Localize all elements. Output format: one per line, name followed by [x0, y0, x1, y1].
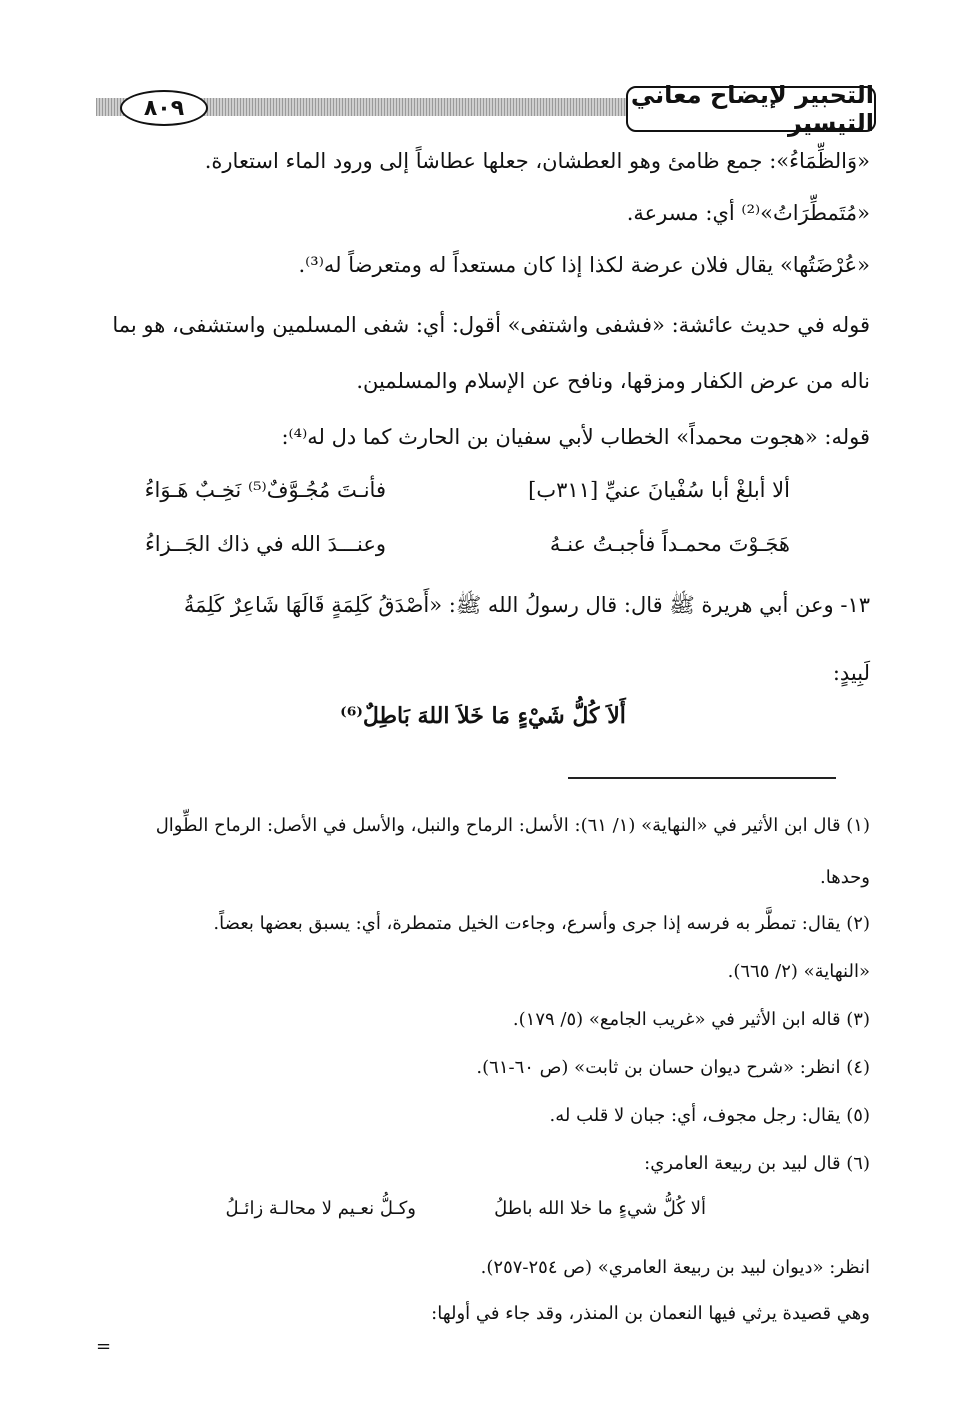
body-line-7: ١٣- وعن أبي هريرة ﷺ قال: قال رسولُ الله ﷺ: «أَصْدَقُ كَلِمَةٍ قَالَهَا شَاعِرٌ كَلِمَةُ — [183, 593, 870, 617]
body-line-1: «وَالظِّمَاءُ»: جمع ظامئ وهو العطشان، جعلها عطاشاً إلى ورود الماء استعارة. — [204, 149, 870, 173]
page-header — [96, 81, 876, 137]
footnote-6-verse-right: ألا كُلُّ شيءٍ ما خلا الله باطلُ — [494, 1198, 706, 1219]
book-title: التحبير لإيضاح معاني التيسير — [626, 86, 876, 132]
footnote-2b: «النهاية» (٢/ ٦٦٥). — [727, 961, 870, 982]
page-mark: = — [96, 1336, 112, 1357]
footnote-4: (٤) انظر: «شرح ديوان حسان بن ثابت» (ص ٦٠-٦١). — [476, 1057, 870, 1078]
verse-1-left: فأنـتَ مُجُـوَّفٌ⁽⁵⁾ نَخِـبٌ هَـوَاءُ — [144, 478, 386, 502]
quote-line: أَلاَ كُلُّ شَيْءٍ مَا خَلاَ اللهَ بَاطِلٌ⁽⁶⁾ — [340, 703, 626, 729]
footnote-separator — [568, 777, 836, 779]
footnote-2a: (٢) يقال: تمطَّر به فرسه إذا جرى وأسرع، وجاءت الخيل متمطرة، أي: يسبق بعضها بعضاً. — [213, 913, 870, 934]
body-line-2: «مُتَمطِّرَاتُ»⁽²⁾ أي: مسرعة. — [626, 201, 870, 225]
footnote-6-verse-left: وكـلُّ نعـيم لا محالـة زائـلُ — [225, 1198, 416, 1219]
page-number: ٨٠٩ — [120, 90, 208, 126]
footnote-6c: وهي قصيدة يرثي فيها النعمان بن المنذر، وقد جاء في أولها: — [431, 1303, 870, 1324]
footnote-5: (٥) يقال: رجل مجوف، أي: جبان لا قلب له. — [549, 1105, 870, 1126]
footnote-3: (٣) قاله ابن الأثير في «غريب الجامع» (٥/ ١٧٩). — [512, 1009, 870, 1030]
verse-2-left: وعنـــدَ الله في ذاك الجَــزاءُ — [144, 532, 386, 556]
verse-2-right: هَجَـوْتَ محمـداً فأجبـتُ عنـهُ — [549, 532, 790, 556]
footnote-6a: (٦) قال لبيد بن ربيعة العامري: — [644, 1153, 870, 1174]
body-line-5: ناله من عرض الكفار ومزقها، ونافح عن الإسلام والمسلمين. — [356, 369, 870, 393]
verse-1-right: ألا أبلغْ أبا سُفْيانَ عنيِّ [٣١١ب] — [528, 478, 790, 502]
body-line-8: لَبِيدٍ: — [832, 661, 870, 685]
footnote-1a: (١) قال ابن الأثير في «النهاية» (١/ ٦١): الأسل: الرماح والنبل، والأسل في الأصل: الرماح الطِّوال — [155, 815, 870, 836]
footnote-1b: وحدها. — [820, 867, 870, 888]
body-line-3: «عُرْضَتُها» يقال فلان عرضة لكذا إذا كان مستعداً له ومتعرضاً له⁽³⁾. — [298, 253, 870, 277]
footnote-6b: انظر: «ديوان لبيد بن ربيعة العامري» (ص ٢٥٤-٢٥٧). — [480, 1257, 870, 1278]
body-line-6: قوله: «هجوت محمداً» الخطاب لأبي سفيان بن الحارث كما دل له⁽⁴⁾: — [281, 425, 870, 449]
body-line-4: قوله في حديث عائشة: «فشفى واشتفى» أقول: أي: شفى المسلمين واستشفى، هو بما — [112, 313, 870, 337]
